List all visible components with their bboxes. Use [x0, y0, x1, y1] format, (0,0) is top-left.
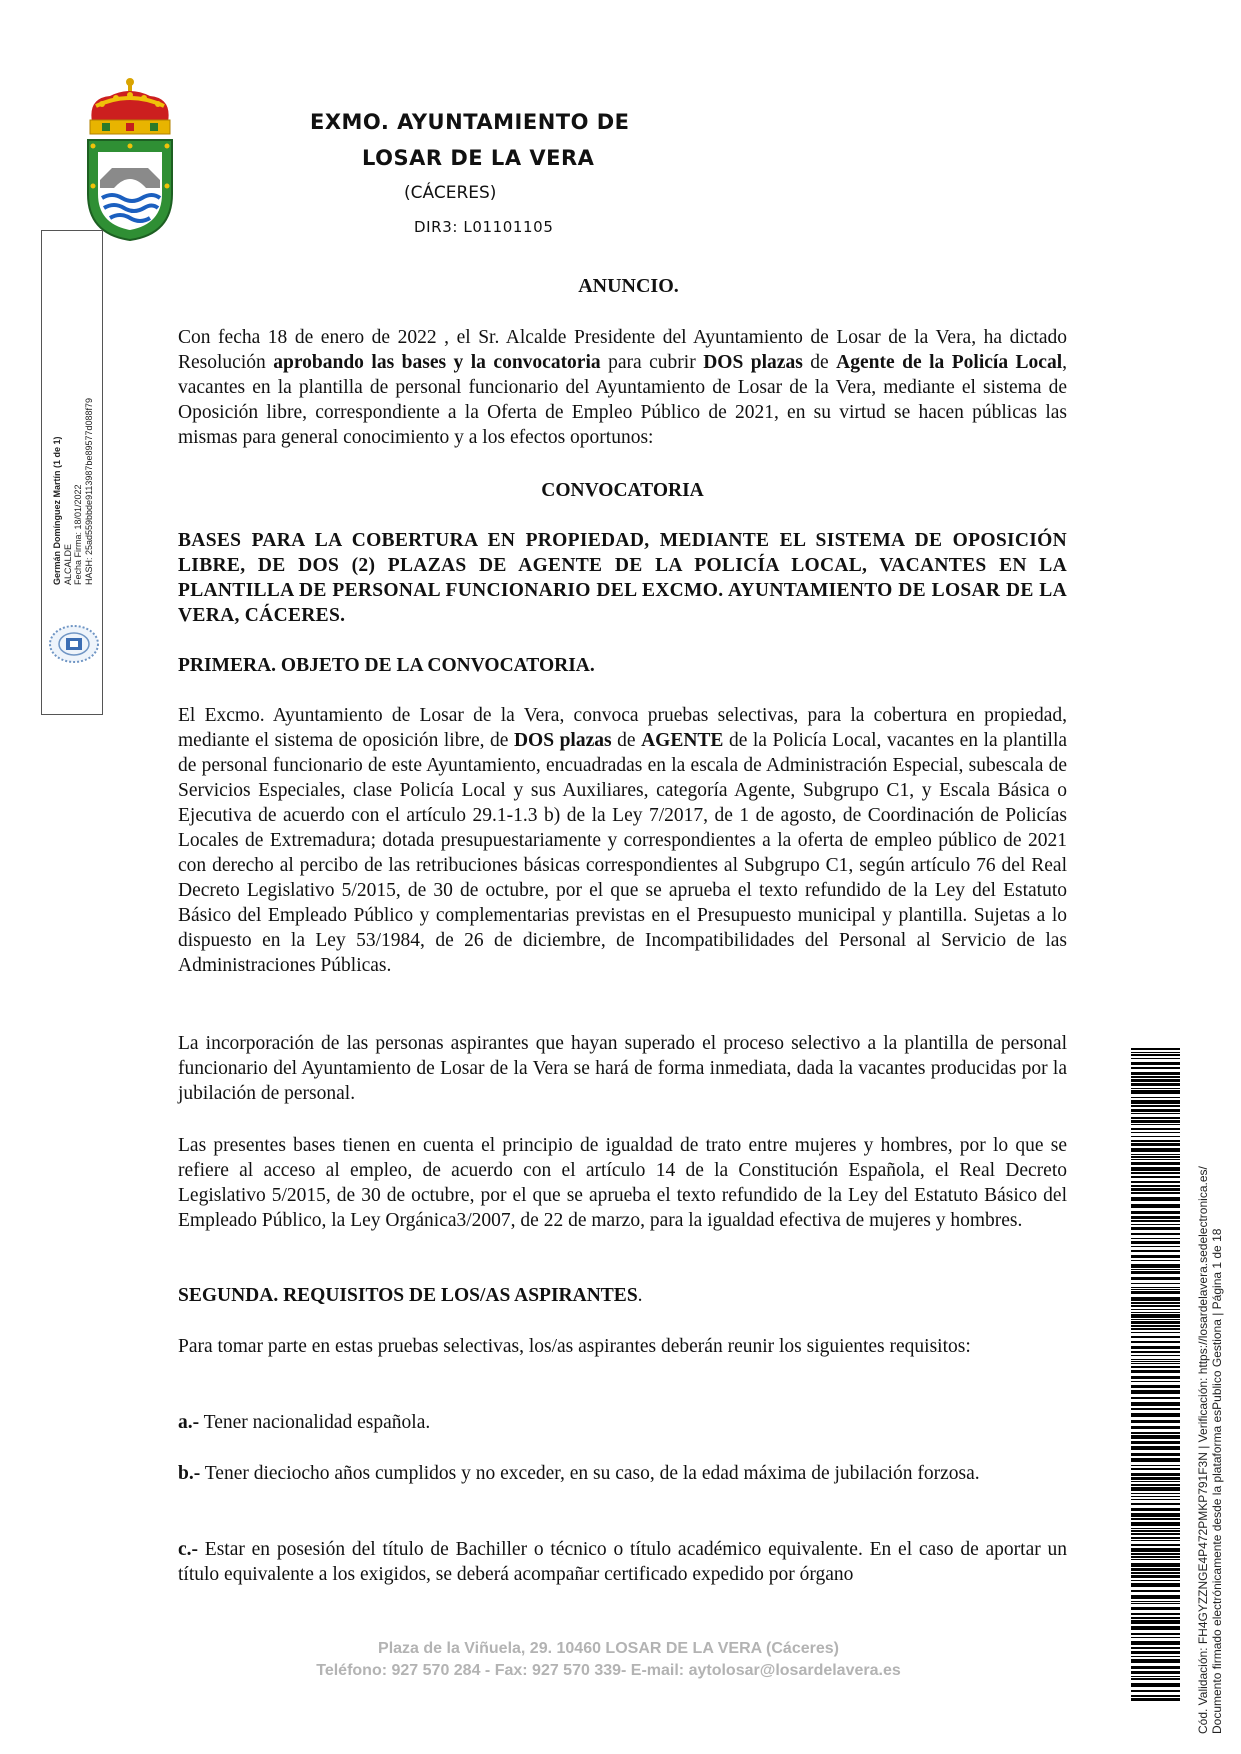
- requirement-item-a: [178, 1410, 1067, 1435]
- verification-text: [1196, 1094, 1224, 1734]
- requirement-text: Estar en posesión del título de Bachiller o técnico o título académico equivalente. En el caso de aportar un título equivalente a los exigidos, se deberá acompañar certificado expedido por órgano: [178, 1539, 1067, 1585]
- intro-text-1: Con fecha 18 de enero de 2022 , el Sr. Alcalde Presidente del Ayuntamiento de Losar de la Vera, ha dictado Resolución: [178, 327, 1067, 373]
- header-line-3: (CÁCERES): [404, 183, 497, 203]
- requirement-item-c: [178, 1537, 1067, 1587]
- primera-heading: PRIMERA. OBJETO DE LA CONVOCATORIA.: [178, 655, 595, 676]
- seal-icon: [48, 624, 100, 664]
- coat-of-arms-logo: [82, 76, 178, 242]
- document-title: ANUNCIO.: [578, 275, 679, 297]
- header-line-1: EXMO. AYUNTAMIENTO DE: [310, 110, 630, 134]
- primera-text-3: de la Policía Local, vacantes en la plantilla de personal funcionario de este Ayuntamiento, encuadradas en la escala de Administración Especial, subescala de Servicios Especiales, clase Policía Local y sus Auxiliares, categoría Agente, Subgrupo C1, y Escala Básica o Ejecutiva de acuerdo con el artículo 29.1-1.3 b) de la Ley 7/2017, de 1 de agosto, de Coordinación de Policías Locales de Extremadura; dotada presupuestariamente y correspondientes a la oferta de empleo público de 2021 con derecho al percibo de las retribuciones básicas correspondientes al Subgrupo C1, según artículo 76 del Real Decreto Legislativo 5/2015, de 30 de octubre, por el que se aprueba el texto refundido de la Ley del Estatuto Básico del Empleado Público y complementarias previstas en el Presupuesto municipal y plantilla. Sujetas a lo dispuesto en la Ley 53/1984, de 26 de diciembre, de Incompatibilidades del Personal al Servicio de las Administraciones Públicas.: [178, 730, 1068, 976]
- intro-paragraph: [178, 325, 1067, 450]
- intro-bold-1: aprobando las bases y la convocatoria: [273, 352, 601, 373]
- signer-role: ALCALDE: [62, 543, 73, 585]
- signature-date: Fecha Firma: 18/01/2022: [73, 484, 83, 585]
- header-line-2: LOSAR DE LA VERA: [362, 146, 595, 170]
- barcode-icon: [1131, 1048, 1180, 1701]
- segunda-heading: [178, 1283, 1067, 1308]
- requirement-label: a.-: [178, 1412, 200, 1433]
- requirement-item-b: [178, 1461, 1067, 1486]
- requirement-text: Tener nacionalidad española.: [199, 1412, 431, 1433]
- primera-text-1: El Excmo. Ayuntamiento de Losar de la Vera, convoca pruebas selectivas, para la cobertura en propiedad, mediante el sistema de oposición libre, de: [178, 705, 1067, 751]
- requirement-label: b.-: [178, 1463, 201, 1484]
- intro-bold-3: Agente de la Policía Local: [836, 352, 1063, 373]
- segunda-intro: Para tomar parte en estas pruebas selectivas, los/as aspirantes deberán reunir los siguientes requisitos:: [178, 1336, 971, 1357]
- footer-contact: Teléfono: 927 570 284 - Fax: 927 570 339- E-mail: aytolosar@losardelavera.es: [316, 1662, 901, 1679]
- signature-hash: HASH: 25ad559bbde9113987be89577d088f79: [83, 397, 94, 585]
- intro-text-4: , vacantes en la plantilla de personal funcionario del Ayuntamiento de Losar de la Vera, mediante el sistema de Oposición libre, correspondiente a la Oferta de Empleo Público de 2021, en su virtud se hacen públicas las mismas para general conocimiento y a los efectos oportunos:: [178, 352, 1068, 448]
- segunda-heading-text: SEGUNDA. REQUISITOS DE LOS/AS ASPIRANTES: [178, 1285, 638, 1306]
- verification-line-1: Cód. Validación: FH4GYZZNGE4P472PMKP791F3N | Verificación: https://losardelavera.sedelectronica.es/: [1196, 1166, 1210, 1734]
- primera-paragraph-2: La incorporación de las personas aspirantes que hayan superado el proceso selectivo a la plantilla de personal funcionario del Ayuntamiento de Losar de la Vera se hará de forma inmediata, dada la vacantes producidas por la jubilación de personal.: [178, 1033, 1067, 1104]
- signer-name: Germán Domínguez Martín (1 de 1): [52, 436, 62, 585]
- intro-bold-2: DOS plazas: [703, 352, 803, 373]
- signature-text: [52, 335, 94, 585]
- header-dir3: DIR3: L01101105: [414, 218, 554, 236]
- primera-bold-2: AGENTE: [641, 730, 724, 751]
- convocatoria-heading: CONVOCATORIA: [541, 480, 704, 501]
- intro-text-3: de: [802, 352, 837, 373]
- primera-paragraph-3: Las presentes bases tienen en cuenta el principio de igualdad de trato entre mujeres y hombres, por lo que se refiere al acceso al empleo, de acuerdo con el artículo 14 de la Constitución Española, el Real Decreto Legislativo 5/2015, de 30 de octubre, por el que se aprueba el texto refundido de la Ley del Estatuto Básico del Empleado Público, la Ley Orgánica3/2007, de 22 de marzo, para la igualdad efectiva de mujeres y hombres.: [178, 1135, 1067, 1231]
- primera-paragraph-1: [178, 703, 1067, 978]
- primera-text-2: de: [611, 730, 642, 751]
- primera-bold-1: DOS plazas: [513, 730, 612, 751]
- verification-line-2: Documento firmado electrónicamente desde la plataforma esPublico Gestiona | Página 1 de 18: [1210, 1228, 1224, 1734]
- intro-text-2: para cubrir: [600, 352, 704, 373]
- footer-address: Plaza de la Viñuela, 29. 10460 LOSAR DE LA VERA (Cáceres): [378, 1640, 839, 1657]
- requirement-label: c.-: [178, 1539, 199, 1560]
- bases-title: BASES PARA LA COBERTURA EN PROPIEDAD, MEDIANTE EL SISTEMA DE OPOSICIÓN LIBRE, DE DOS (2) PLAZAS DE AGENTE DE LA POLICÍA LOCAL, VACANTES EN LA PLANTILLA DE PERSONAL FUNCIONARIO DEL EXCMO. AYUNTAMIENTO DE LOSAR DE LA VERA, CÁCERES.: [178, 530, 1067, 626]
- segunda-heading-dot: .: [637, 1285, 643, 1306]
- requirement-text: Tener dieciocho años cumplidos y no exceder, en su caso, de la edad máxima de jubilación forzosa.: [200, 1463, 980, 1484]
